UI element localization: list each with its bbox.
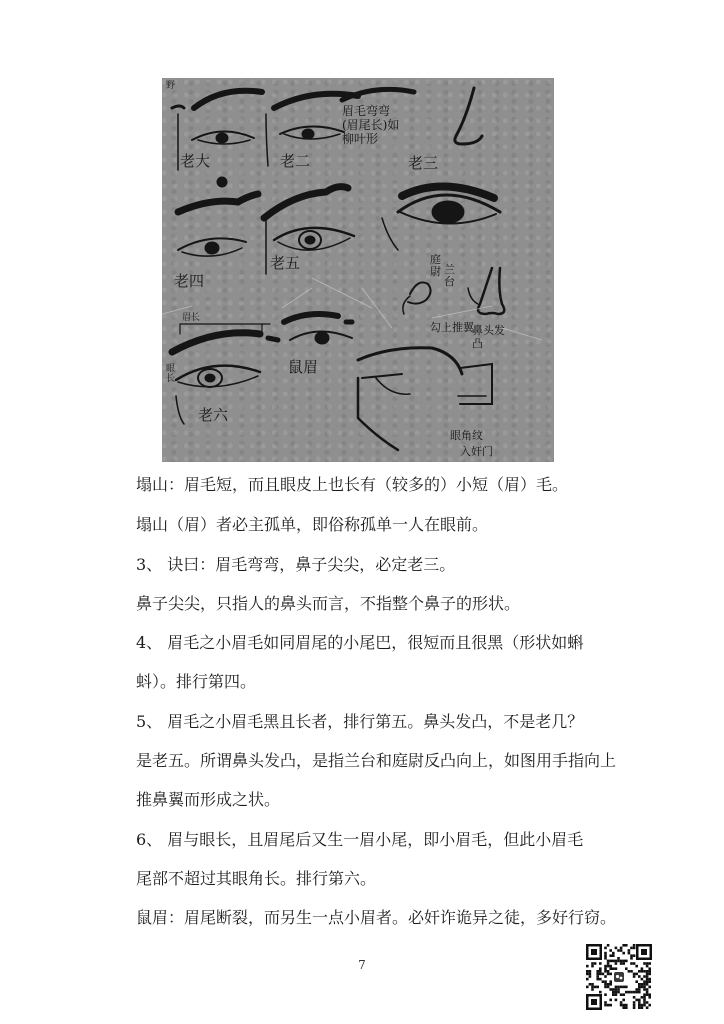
paragraph-rule-4-line-1: 4、 眉毛之小眉毛如同眉尾的小尾巴，很短而且很黑（形状如蝌 [136,633,584,652]
face-outline [358,348,462,374]
qr-code-pattern [584,942,654,1012]
label-shu-mei: 鼠眉 [288,358,319,376]
paragraph-rule-5-line-2: 是老五。所谓鼻头发凸，是指兰台和庭尉反凸向上，如图用手指向上 [136,751,617,770]
nose-front-icon [478,268,504,314]
paragraph-rule-5-line-3: 推鼻翼而形成之状。 [136,790,281,809]
paragraph-shu-mei: 鼠眉：眉尾断裂，而另生一点小眉者。必奸诈诡异之徒，多好行窃。 [136,908,617,927]
eyebrow-lao-da [194,91,262,108]
label-lao-er: 老二 [280,152,311,170]
nose-push-icon [408,282,431,303]
paragraph-ta-shan-meaning: 塌山（眉）者必主孤单，即俗称孤单一人在眼前。 [136,515,489,534]
eyebrow-lao-liu [172,333,260,352]
eyebrow-lao-wu [264,187,348,218]
paragraph-rule-3: 3、 诀曰：眉毛弯弯，鼻子尖尖，必定老三。 [136,555,456,574]
label-ting-wei: 庭尉 [430,253,441,278]
eyebrow-lao-da-tail [172,106,184,108]
label-eyebrow-note: 眉毛弯弯(眉尾长)如柳叶形 [342,104,400,146]
physiognomy-illustration [162,78,554,462]
paragraph-rule-5-line-1: 5、 眉毛之小眉毛黑且长者，排行第五。鼻头发凸，不是老几？ [136,712,584,731]
label-lan-tai: 兰台 [444,263,455,288]
label-lao-si: 老四 [174,272,205,290]
paragraph-ta-shan: 塌山：眉毛短，而且眼皮上也长有（较多的）小短（眉）毛。 [136,475,569,494]
label-into-jian-men: 入奸门 [460,445,493,458]
label-push-wing: 勾上推翼 [430,321,474,334]
label-lao-san: 老三 [408,154,439,172]
label-nose-tip-raised: 鼻头发凸 [472,324,505,350]
label-brow-length: 眉长 [182,313,201,323]
label-lao-da: 老大 [180,152,211,170]
paragraph-nose-tip: 鼻子尖尖，只指人的鼻头而言，不指整个鼻子的形状。 [136,594,521,613]
label-lao-wu: 老五 [270,254,301,272]
label-eye-length: 眼长 [166,364,176,384]
paragraph-rule-6-line-2: 尾部不超过其眼角长。排行第六。 [136,869,377,888]
label-corner-tag: 野 [166,81,176,91]
label-eye-corner-lines: 眼角纹 [450,429,483,442]
nose-profile-icon [455,88,482,144]
paragraph-rule-4-line-2: 蚪）。排行第四。 [136,672,257,691]
qr-code-icon[interactable] [584,942,654,1012]
eye-lao-liu [176,366,260,380]
eyebrow-lao-san [342,89,414,100]
paragraph-rule-6-line-1: 6、 眉与眼长，且眉尾后又生一眉小尾，即小眉毛，但此小眉毛 [136,830,584,849]
page-number: 7 [358,958,366,972]
eyebrow-shu [284,314,338,322]
label-lao-liu: 老六 [198,406,229,424]
eyebrow-lao-si [178,194,258,212]
